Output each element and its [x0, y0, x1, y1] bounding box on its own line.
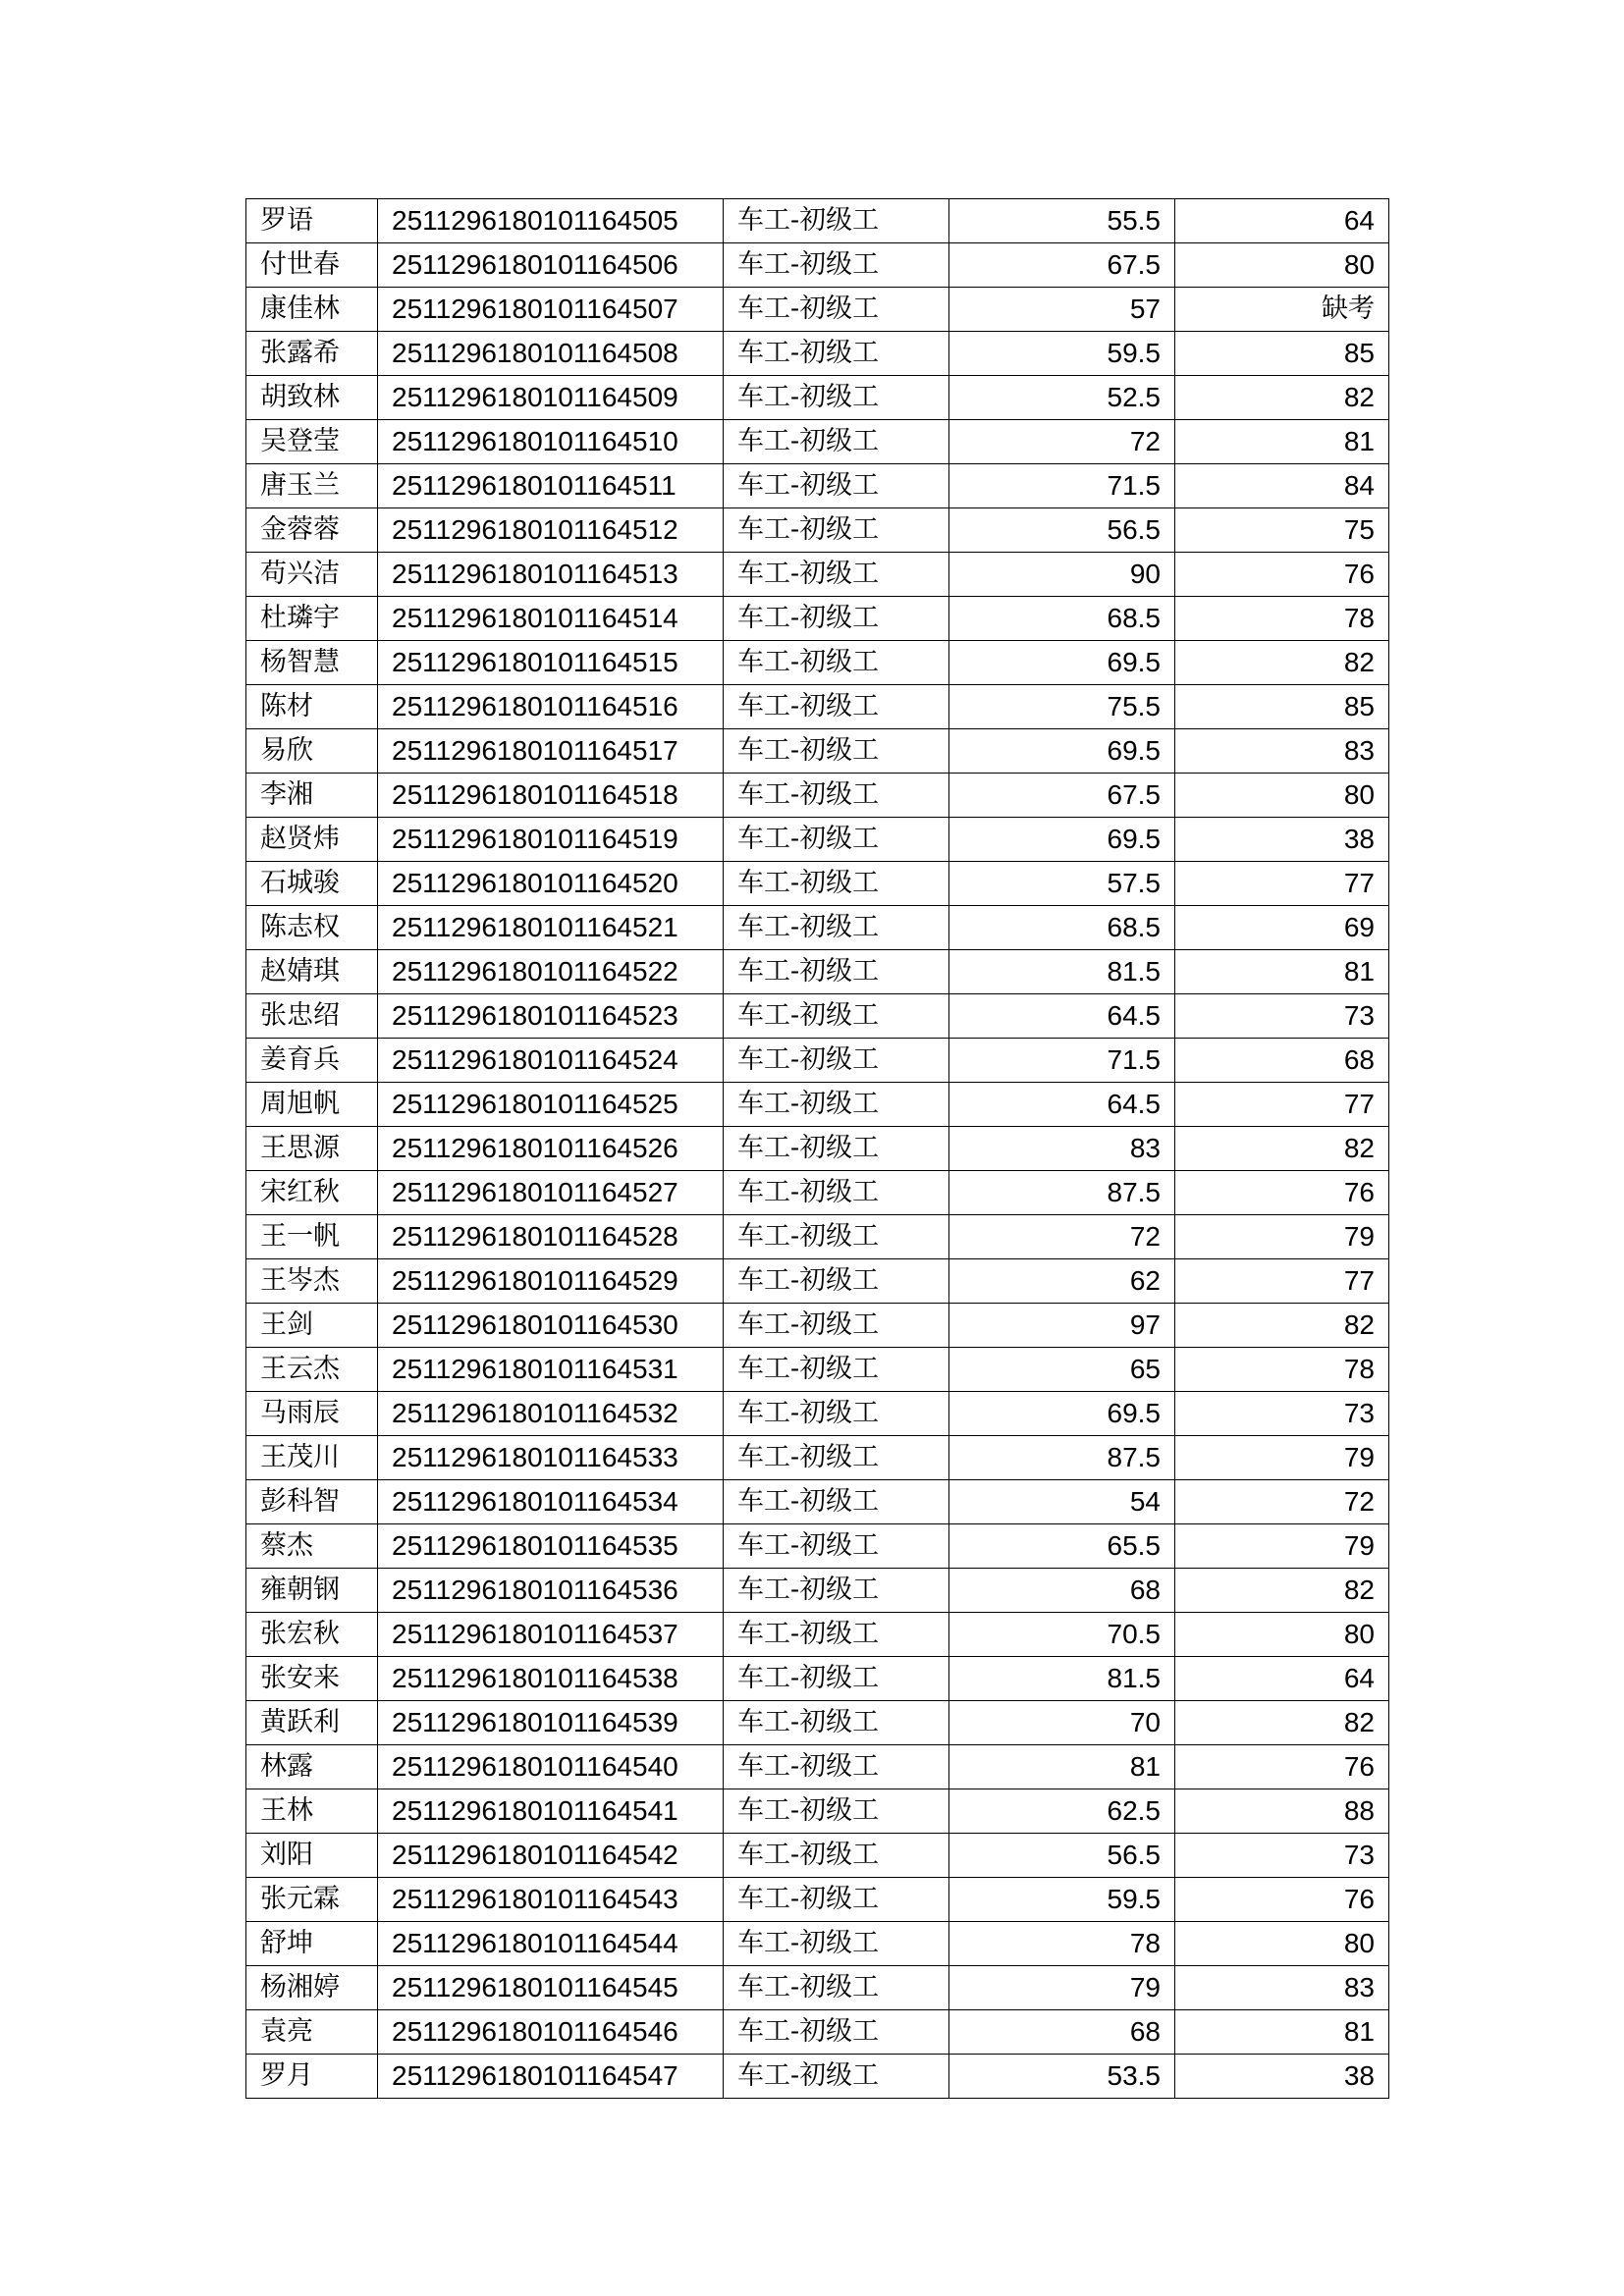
- name-cell: 赵婧琪: [246, 950, 378, 994]
- theory-score-cell: 83: [949, 1127, 1175, 1171]
- ticket-number-cell: 2511296180101164515: [378, 641, 724, 685]
- theory-score-cell: 52.5: [949, 376, 1175, 420]
- ticket-number-cell: 2511296180101164537: [378, 1613, 724, 1657]
- practical-score-cell: 38: [1175, 2055, 1389, 2099]
- practical-score-cell: 75: [1175, 508, 1389, 553]
- practical-score-cell: 80: [1175, 1922, 1389, 1966]
- practical-score-cell: 76: [1175, 1878, 1389, 1922]
- practical-score-cell: 77: [1175, 1259, 1389, 1304]
- table-row: [246, 1922, 1389, 1966]
- name-cell: 胡致林: [246, 376, 378, 420]
- ticket-number-cell: 2511296180101164516: [378, 685, 724, 729]
- theory-score-cell: 55.5: [949, 199, 1175, 243]
- ticket-number-cell: 2511296180101164528: [378, 1215, 724, 1259]
- table-row: [246, 1524, 1389, 1569]
- job-level-cell: 车工-初级工: [724, 906, 949, 950]
- ticket-number-cell: 2511296180101164506: [378, 243, 724, 288]
- name-cell: 姜育兵: [246, 1039, 378, 1083]
- table-row: [246, 1083, 1389, 1127]
- table-row: [246, 199, 1389, 243]
- theory-score-cell: 70: [949, 1701, 1175, 1745]
- name-cell: 陈材: [246, 685, 378, 729]
- table-row: [246, 288, 1389, 332]
- job-level-cell: 车工-初级工: [724, 332, 949, 376]
- job-level-cell: 车工-初级工: [724, 376, 949, 420]
- theory-score-cell: 68: [949, 2010, 1175, 2055]
- ticket-number-cell: 2511296180101164514: [378, 597, 724, 641]
- ticket-number-cell: 2511296180101164519: [378, 818, 724, 862]
- practical-score-cell: 76: [1175, 553, 1389, 597]
- job-level-cell: 车工-初级工: [724, 1171, 949, 1215]
- ticket-number-cell: 2511296180101164529: [378, 1259, 724, 1304]
- table-row: [246, 597, 1389, 641]
- ticket-number-cell: 2511296180101164530: [378, 1304, 724, 1348]
- theory-score-cell: 69.5: [949, 641, 1175, 685]
- job-level-cell: 车工-初级工: [724, 1039, 949, 1083]
- table-row: [246, 774, 1389, 818]
- theory-score-cell: 81.5: [949, 1657, 1175, 1701]
- name-cell: 黄跃利: [246, 1701, 378, 1745]
- theory-score-cell: 54: [949, 1480, 1175, 1524]
- job-level-cell: 车工-初级工: [724, 288, 949, 332]
- practical-score-cell: 84: [1175, 464, 1389, 508]
- job-level-cell: 车工-初级工: [724, 1524, 949, 1569]
- practical-score-cell: 73: [1175, 1834, 1389, 1878]
- theory-score-cell: 65.5: [949, 1524, 1175, 1569]
- job-level-cell: 车工-初级工: [724, 1834, 949, 1878]
- job-level-cell: 车工-初级工: [724, 597, 949, 641]
- table-row: [246, 1878, 1389, 1922]
- practical-score-cell: 80: [1175, 243, 1389, 288]
- name-cell: 舒坤: [246, 1922, 378, 1966]
- ticket-number-cell: 2511296180101164541: [378, 1789, 724, 1834]
- name-cell: 张忠绍: [246, 994, 378, 1039]
- table-row: [246, 1657, 1389, 1701]
- job-level-cell: 车工-初级工: [724, 1215, 949, 1259]
- table-row: [246, 420, 1389, 464]
- practical-score-cell: 64: [1175, 1657, 1389, 1701]
- table-row: [246, 1392, 1389, 1436]
- job-level-cell: 车工-初级工: [724, 553, 949, 597]
- table-row: [246, 1789, 1389, 1834]
- theory-score-cell: 57.5: [949, 862, 1175, 906]
- score-table: [245, 198, 1389, 2099]
- name-cell: 王茂川: [246, 1436, 378, 1480]
- theory-score-cell: 81: [949, 1745, 1175, 1789]
- practical-score-cell: 80: [1175, 1613, 1389, 1657]
- table-row: [246, 685, 1389, 729]
- ticket-number-cell: 2511296180101164544: [378, 1922, 724, 1966]
- job-level-cell: 车工-初级工: [724, 1083, 949, 1127]
- job-level-cell: 车工-初级工: [724, 1127, 949, 1171]
- ticket-number-cell: 2511296180101164538: [378, 1657, 724, 1701]
- theory-score-cell: 67.5: [949, 774, 1175, 818]
- name-cell: 李湘: [246, 774, 378, 818]
- theory-score-cell: 75.5: [949, 685, 1175, 729]
- theory-score-cell: 69.5: [949, 818, 1175, 862]
- ticket-number-cell: 2511296180101164513: [378, 553, 724, 597]
- job-level-cell: 车工-初级工: [724, 508, 949, 553]
- table-row: [246, 1127, 1389, 1171]
- job-level-cell: 车工-初级工: [724, 774, 949, 818]
- practical-score-cell: 85: [1175, 332, 1389, 376]
- ticket-number-cell: 2511296180101164527: [378, 1171, 724, 1215]
- job-level-cell: 车工-初级工: [724, 420, 949, 464]
- table-row: [246, 2055, 1389, 2099]
- job-level-cell: 车工-初级工: [724, 729, 949, 774]
- table-row: [246, 1613, 1389, 1657]
- practical-score-cell: 83: [1175, 1966, 1389, 2010]
- ticket-number-cell: 2511296180101164540: [378, 1745, 724, 1789]
- name-cell: 罗月: [246, 2055, 378, 2099]
- ticket-number-cell: 2511296180101164524: [378, 1039, 724, 1083]
- name-cell: 杜璘宇: [246, 597, 378, 641]
- table-row: [246, 332, 1389, 376]
- ticket-number-cell: 2511296180101164511: [378, 464, 724, 508]
- theory-score-cell: 78: [949, 1922, 1175, 1966]
- job-level-cell: 车工-初级工: [724, 2055, 949, 2099]
- practical-score-cell: 88: [1175, 1789, 1389, 1834]
- name-cell: 金蓉蓉: [246, 508, 378, 553]
- practical-score-cell: 77: [1175, 1083, 1389, 1127]
- job-level-cell: 车工-初级工: [724, 685, 949, 729]
- job-level-cell: 车工-初级工: [724, 818, 949, 862]
- name-cell: 付世春: [246, 243, 378, 288]
- job-level-cell: 车工-初级工: [724, 1436, 949, 1480]
- theory-score-cell: 87.5: [949, 1171, 1175, 1215]
- ticket-number-cell: 2511296180101164508: [378, 332, 724, 376]
- name-cell: 蔡杰: [246, 1524, 378, 1569]
- theory-score-cell: 68.5: [949, 597, 1175, 641]
- job-level-cell: 车工-初级工: [724, 243, 949, 288]
- table-row: [246, 243, 1389, 288]
- theory-score-cell: 90: [949, 553, 1175, 597]
- name-cell: 吴登莹: [246, 420, 378, 464]
- practical-score-cell: 82: [1175, 1569, 1389, 1613]
- name-cell: 罗语: [246, 199, 378, 243]
- table-row: [246, 1436, 1389, 1480]
- practical-score-cell: 82: [1175, 376, 1389, 420]
- ticket-number-cell: 2511296180101164547: [378, 2055, 724, 2099]
- practical-score-cell: 79: [1175, 1215, 1389, 1259]
- practical-score-cell: 79: [1175, 1436, 1389, 1480]
- theory-score-cell: 69.5: [949, 1392, 1175, 1436]
- practical-score-cell: 73: [1175, 1392, 1389, 1436]
- ticket-number-cell: 2511296180101164539: [378, 1701, 724, 1745]
- ticket-number-cell: 2511296180101164522: [378, 950, 724, 994]
- table-row: [246, 1569, 1389, 1613]
- name-cell: 袁亮: [246, 2010, 378, 2055]
- practical-score-cell: 82: [1175, 1701, 1389, 1745]
- theory-score-cell: 68: [949, 1569, 1175, 1613]
- practical-score-cell: 83: [1175, 729, 1389, 774]
- job-level-cell: 车工-初级工: [724, 1922, 949, 1966]
- job-level-cell: 车工-初级工: [724, 1745, 949, 1789]
- job-level-cell: 车工-初级工: [724, 1701, 949, 1745]
- name-cell: 杨智慧: [246, 641, 378, 685]
- practical-score-cell: 82: [1175, 1304, 1389, 1348]
- job-level-cell: 车工-初级工: [724, 1348, 949, 1392]
- name-cell: 张宏秋: [246, 1613, 378, 1657]
- name-cell: 宋红秋: [246, 1171, 378, 1215]
- name-cell: 易欣: [246, 729, 378, 774]
- name-cell: 唐玉兰: [246, 464, 378, 508]
- name-cell: 雍朝钢: [246, 1569, 378, 1613]
- name-cell: 石城骏: [246, 862, 378, 906]
- job-level-cell: 车工-初级工: [724, 1966, 949, 2010]
- practical-score-cell: 82: [1175, 1127, 1389, 1171]
- theory-score-cell: 62: [949, 1259, 1175, 1304]
- ticket-number-cell: 2511296180101164526: [378, 1127, 724, 1171]
- ticket-number-cell: 2511296180101164507: [378, 288, 724, 332]
- name-cell: 康佳林: [246, 288, 378, 332]
- table-row: [246, 1480, 1389, 1524]
- practical-score-cell: 73: [1175, 994, 1389, 1039]
- table-row: [246, 994, 1389, 1039]
- name-cell: 苟兴洁: [246, 553, 378, 597]
- name-cell: 林露: [246, 1745, 378, 1789]
- ticket-number-cell: 2511296180101164505: [378, 199, 724, 243]
- job-level-cell: 车工-初级工: [724, 1569, 949, 1613]
- practical-score-cell: 81: [1175, 2010, 1389, 2055]
- name-cell: 王云杰: [246, 1348, 378, 1392]
- name-cell: 马雨辰: [246, 1392, 378, 1436]
- name-cell: 陈志权: [246, 906, 378, 950]
- table-row: [246, 1745, 1389, 1789]
- name-cell: 王岑杰: [246, 1259, 378, 1304]
- table-row: [246, 2010, 1389, 2055]
- table-row: [246, 1834, 1389, 1878]
- job-level-cell: 车工-初级工: [724, 2010, 949, 2055]
- ticket-number-cell: 2511296180101164536: [378, 1569, 724, 1613]
- name-cell: 王林: [246, 1789, 378, 1834]
- theory-score-cell: 64.5: [949, 1083, 1175, 1127]
- table-row: [246, 906, 1389, 950]
- ticket-number-cell: 2511296180101164545: [378, 1966, 724, 2010]
- score-table-body: [246, 199, 1389, 2099]
- name-cell: 刘阳: [246, 1834, 378, 1878]
- ticket-number-cell: 2511296180101164510: [378, 420, 724, 464]
- theory-score-cell: 67.5: [949, 243, 1175, 288]
- theory-score-cell: 81.5: [949, 950, 1175, 994]
- practical-score-cell: 68: [1175, 1039, 1389, 1083]
- theory-score-cell: 72: [949, 1215, 1175, 1259]
- job-level-cell: 车工-初级工: [724, 1657, 949, 1701]
- name-cell: 周旭帆: [246, 1083, 378, 1127]
- job-level-cell: 车工-初级工: [724, 641, 949, 685]
- job-level-cell: 车工-初级工: [724, 1259, 949, 1304]
- theory-score-cell: 56.5: [949, 508, 1175, 553]
- table-row: [246, 553, 1389, 597]
- theory-score-cell: 57: [949, 288, 1175, 332]
- ticket-number-cell: 2511296180101164546: [378, 2010, 724, 2055]
- table-row: [246, 1171, 1389, 1215]
- job-level-cell: 车工-初级工: [724, 199, 949, 243]
- practical-score-cell: 38: [1175, 818, 1389, 862]
- name-cell: 张元霖: [246, 1878, 378, 1922]
- table-row: [246, 729, 1389, 774]
- theory-score-cell: 69.5: [949, 729, 1175, 774]
- table-row: [246, 641, 1389, 685]
- name-cell: 杨湘婷: [246, 1966, 378, 2010]
- table-row: [246, 464, 1389, 508]
- name-cell: 赵贤炜: [246, 818, 378, 862]
- table-row: [246, 818, 1389, 862]
- ticket-number-cell: 2511296180101164520: [378, 862, 724, 906]
- job-level-cell: 车工-初级工: [724, 464, 949, 508]
- practical-score-cell: 77: [1175, 862, 1389, 906]
- table-row: [246, 1701, 1389, 1745]
- theory-score-cell: 64.5: [949, 994, 1175, 1039]
- practical-score-cell: 82: [1175, 641, 1389, 685]
- table-row: [246, 1215, 1389, 1259]
- theory-score-cell: 62.5: [949, 1789, 1175, 1834]
- practical-score-cell: 69: [1175, 906, 1389, 950]
- practical-score-cell: 缺考: [1175, 288, 1389, 332]
- name-cell: 王一帆: [246, 1215, 378, 1259]
- theory-score-cell: 97: [949, 1304, 1175, 1348]
- ticket-number-cell: 2511296180101164523: [378, 994, 724, 1039]
- theory-score-cell: 59.5: [949, 332, 1175, 376]
- ticket-number-cell: 2511296180101164535: [378, 1524, 724, 1569]
- practical-score-cell: 76: [1175, 1745, 1389, 1789]
- theory-score-cell: 65: [949, 1348, 1175, 1392]
- ticket-number-cell: 2511296180101164521: [378, 906, 724, 950]
- table-row: [246, 376, 1389, 420]
- practical-score-cell: 78: [1175, 1348, 1389, 1392]
- job-level-cell: 车工-初级工: [724, 994, 949, 1039]
- job-level-cell: 车工-初级工: [724, 1878, 949, 1922]
- practical-score-cell: 79: [1175, 1524, 1389, 1569]
- theory-score-cell: 87.5: [949, 1436, 1175, 1480]
- name-cell: 张安来: [246, 1657, 378, 1701]
- name-cell: 张露希: [246, 332, 378, 376]
- name-cell: 王思源: [246, 1127, 378, 1171]
- ticket-number-cell: 2511296180101164542: [378, 1834, 724, 1878]
- practical-score-cell: 81: [1175, 950, 1389, 994]
- table-row: [246, 1348, 1389, 1392]
- ticket-number-cell: 2511296180101164509: [378, 376, 724, 420]
- ticket-number-cell: 2511296180101164525: [378, 1083, 724, 1127]
- ticket-number-cell: 2511296180101164531: [378, 1348, 724, 1392]
- theory-score-cell: 70.5: [949, 1613, 1175, 1657]
- job-level-cell: 车工-初级工: [724, 1304, 949, 1348]
- theory-score-cell: 56.5: [949, 1834, 1175, 1878]
- theory-score-cell: 71.5: [949, 1039, 1175, 1083]
- theory-score-cell: 79: [949, 1966, 1175, 2010]
- ticket-number-cell: 2511296180101164532: [378, 1392, 724, 1436]
- practical-score-cell: 85: [1175, 685, 1389, 729]
- ticket-number-cell: 2511296180101164512: [378, 508, 724, 553]
- job-level-cell: 车工-初级工: [724, 862, 949, 906]
- job-level-cell: 车工-初级工: [724, 1392, 949, 1436]
- table-row: [246, 950, 1389, 994]
- practical-score-cell: 78: [1175, 597, 1389, 641]
- job-level-cell: 车工-初级工: [724, 1480, 949, 1524]
- practical-score-cell: 64: [1175, 199, 1389, 243]
- name-cell: 王剑: [246, 1304, 378, 1348]
- theory-score-cell: 59.5: [949, 1878, 1175, 1922]
- table-row: [246, 862, 1389, 906]
- job-level-cell: 车工-初级工: [724, 1613, 949, 1657]
- table-row: [246, 1304, 1389, 1348]
- ticket-number-cell: 2511296180101164543: [378, 1878, 724, 1922]
- table-row: [246, 508, 1389, 553]
- theory-score-cell: 68.5: [949, 906, 1175, 950]
- theory-score-cell: 71.5: [949, 464, 1175, 508]
- ticket-number-cell: 2511296180101164534: [378, 1480, 724, 1524]
- name-cell: 彭科智: [246, 1480, 378, 1524]
- ticket-number-cell: 2511296180101164517: [378, 729, 724, 774]
- job-level-cell: 车工-初级工: [724, 950, 949, 994]
- job-level-cell: 车工-初级工: [724, 1789, 949, 1834]
- table-row: [246, 1966, 1389, 2010]
- table-row: [246, 1039, 1389, 1083]
- practical-score-cell: 76: [1175, 1171, 1389, 1215]
- ticket-number-cell: 2511296180101164518: [378, 774, 724, 818]
- theory-score-cell: 72: [949, 420, 1175, 464]
- ticket-number-cell: 2511296180101164533: [378, 1436, 724, 1480]
- table-row: [246, 1259, 1389, 1304]
- theory-score-cell: 53.5: [949, 2055, 1175, 2099]
- practical-score-cell: 80: [1175, 774, 1389, 818]
- practical-score-cell: 81: [1175, 420, 1389, 464]
- practical-score-cell: 72: [1175, 1480, 1389, 1524]
